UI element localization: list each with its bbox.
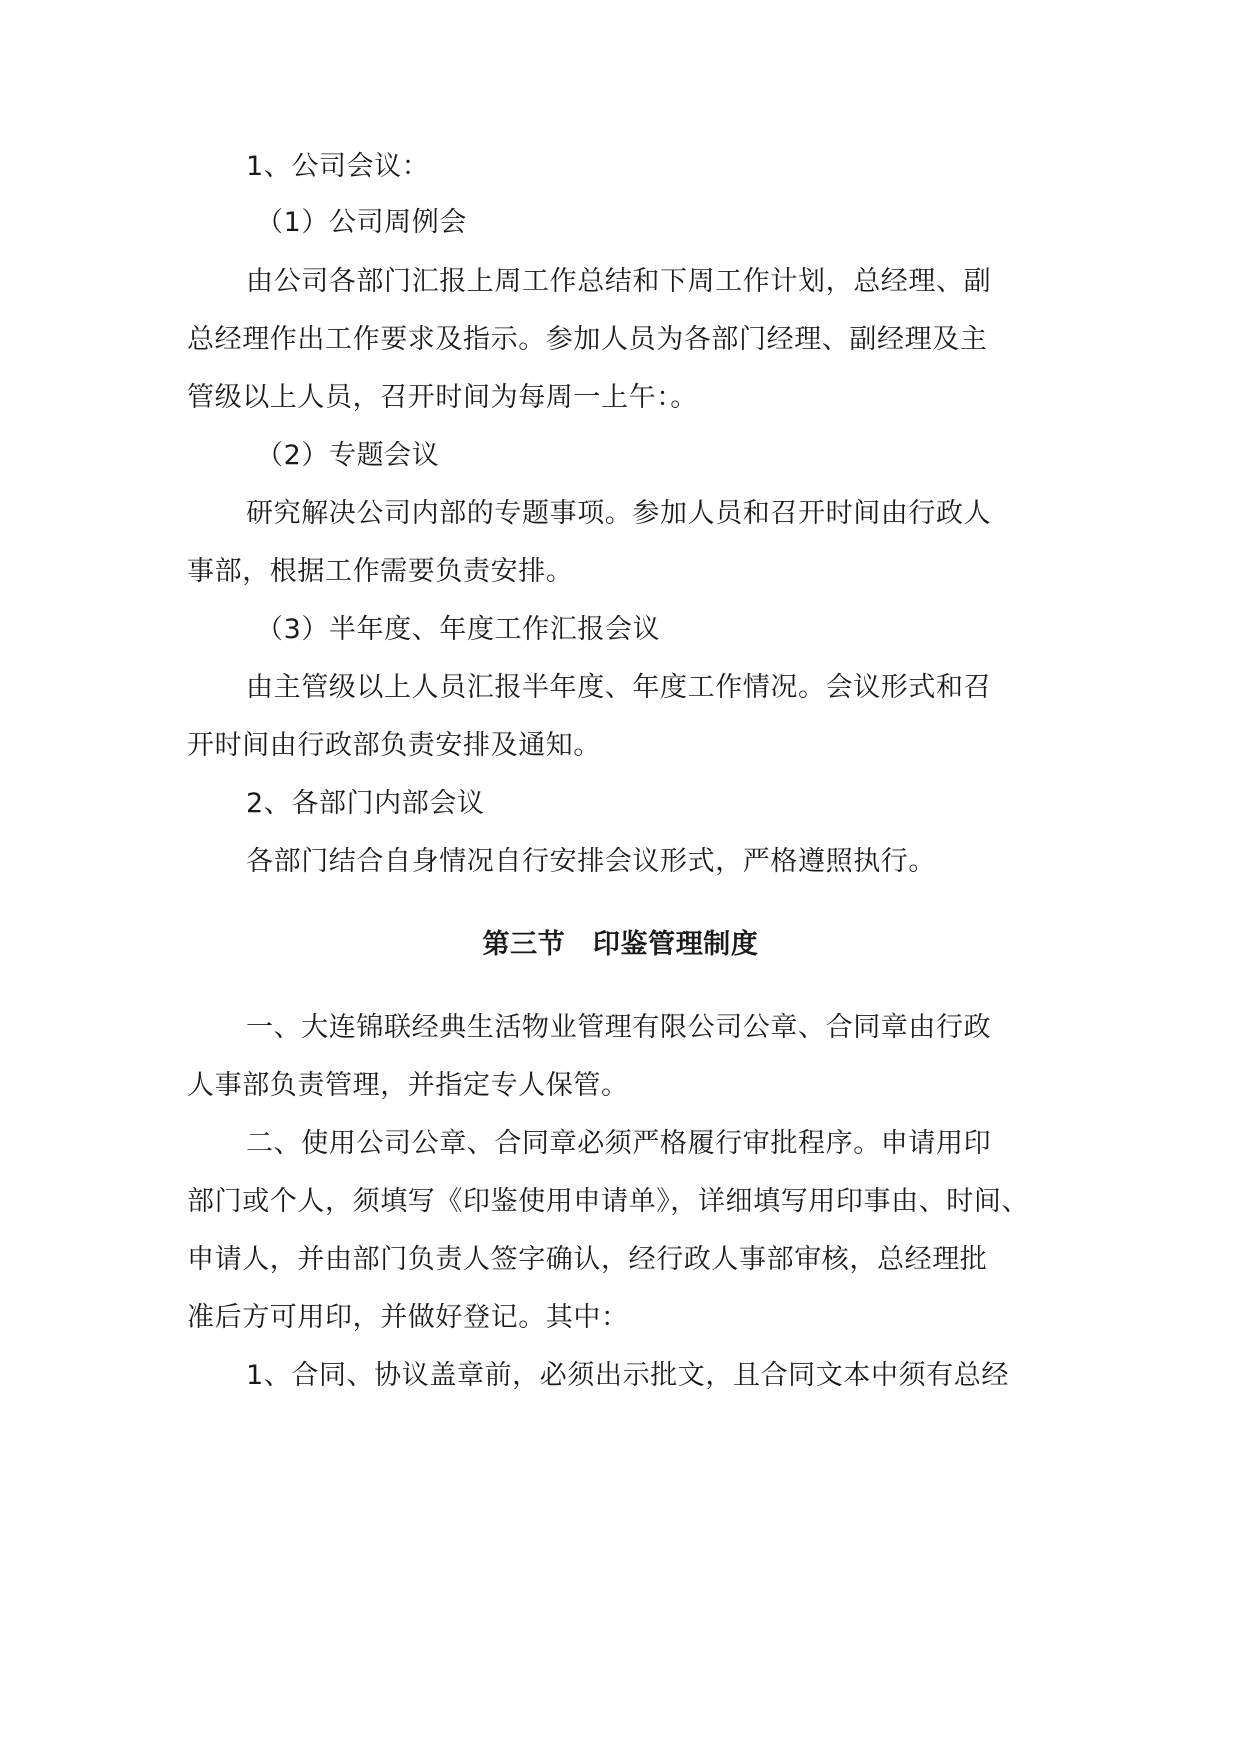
paragraph-line: 由主管级以上人员汇报半年度、年度工作情况。会议形式和召 [246, 672, 992, 703]
paragraph-line: 由公司各部门汇报上周工作总结和下周工作计划，总经理、副 [246, 266, 992, 297]
paragraph-line: 人事部负责管理，并指定专人保管。 [187, 1070, 629, 1101]
subheading-weekly-meeting: （1）公司周例会 [256, 207, 467, 238]
paragraph-line: 事部，根据工作需要负责安排。 [187, 556, 574, 587]
paragraph-line: 总经理作出工作要求及指示。参加人员为各部门经理、副经理及主 [187, 324, 988, 355]
paragraph-line: 二、使用公司公章、合同章必须严格履行审批程序。申请用印 [246, 1128, 992, 1159]
paragraph-line: 准后方可用印，并做好登记。其中： [187, 1302, 629, 1333]
paragraph-line: 1、合同、协议盖章前，必须出示批文，且合同文本中须有总经 [246, 1360, 1009, 1391]
paragraph-line: 研究解决公司内部的专题事项。参加人员和召开时间由行政人 [246, 498, 992, 529]
paragraph-line: 管级以上人员，召开时间为每周一上午：。 [187, 382, 698, 413]
paragraph-line: 部门或个人，须填写《印鉴使用申请单》，详细填写用印事由、时间、 [187, 1186, 1030, 1217]
heading-department-meetings: 2、各部门内部会议 [246, 788, 485, 819]
heading-company-meetings: 1、公司会议： [246, 151, 430, 182]
section-title: 第三节 印鉴管理制度 [482, 929, 759, 960]
paragraph-line: 一、大连锦联经典生活物业管理有限公司公章、合同章由行政 [246, 1012, 992, 1043]
paragraph-line: 各部门结合自身情况自行安排会议形式，严格遵照执行。 [246, 846, 936, 877]
paragraph-line: 申请人，并由部门负责人签字确认，经行政人事部审核，总经理批 [187, 1244, 988, 1275]
subheading-special-meeting: （2）专题会议 [256, 440, 440, 471]
paragraph-line: 开时间由行政部负责安排及通知。 [187, 730, 601, 761]
subheading-semiannual-meeting: （3）半年度、年度工作汇报会议 [256, 614, 661, 645]
